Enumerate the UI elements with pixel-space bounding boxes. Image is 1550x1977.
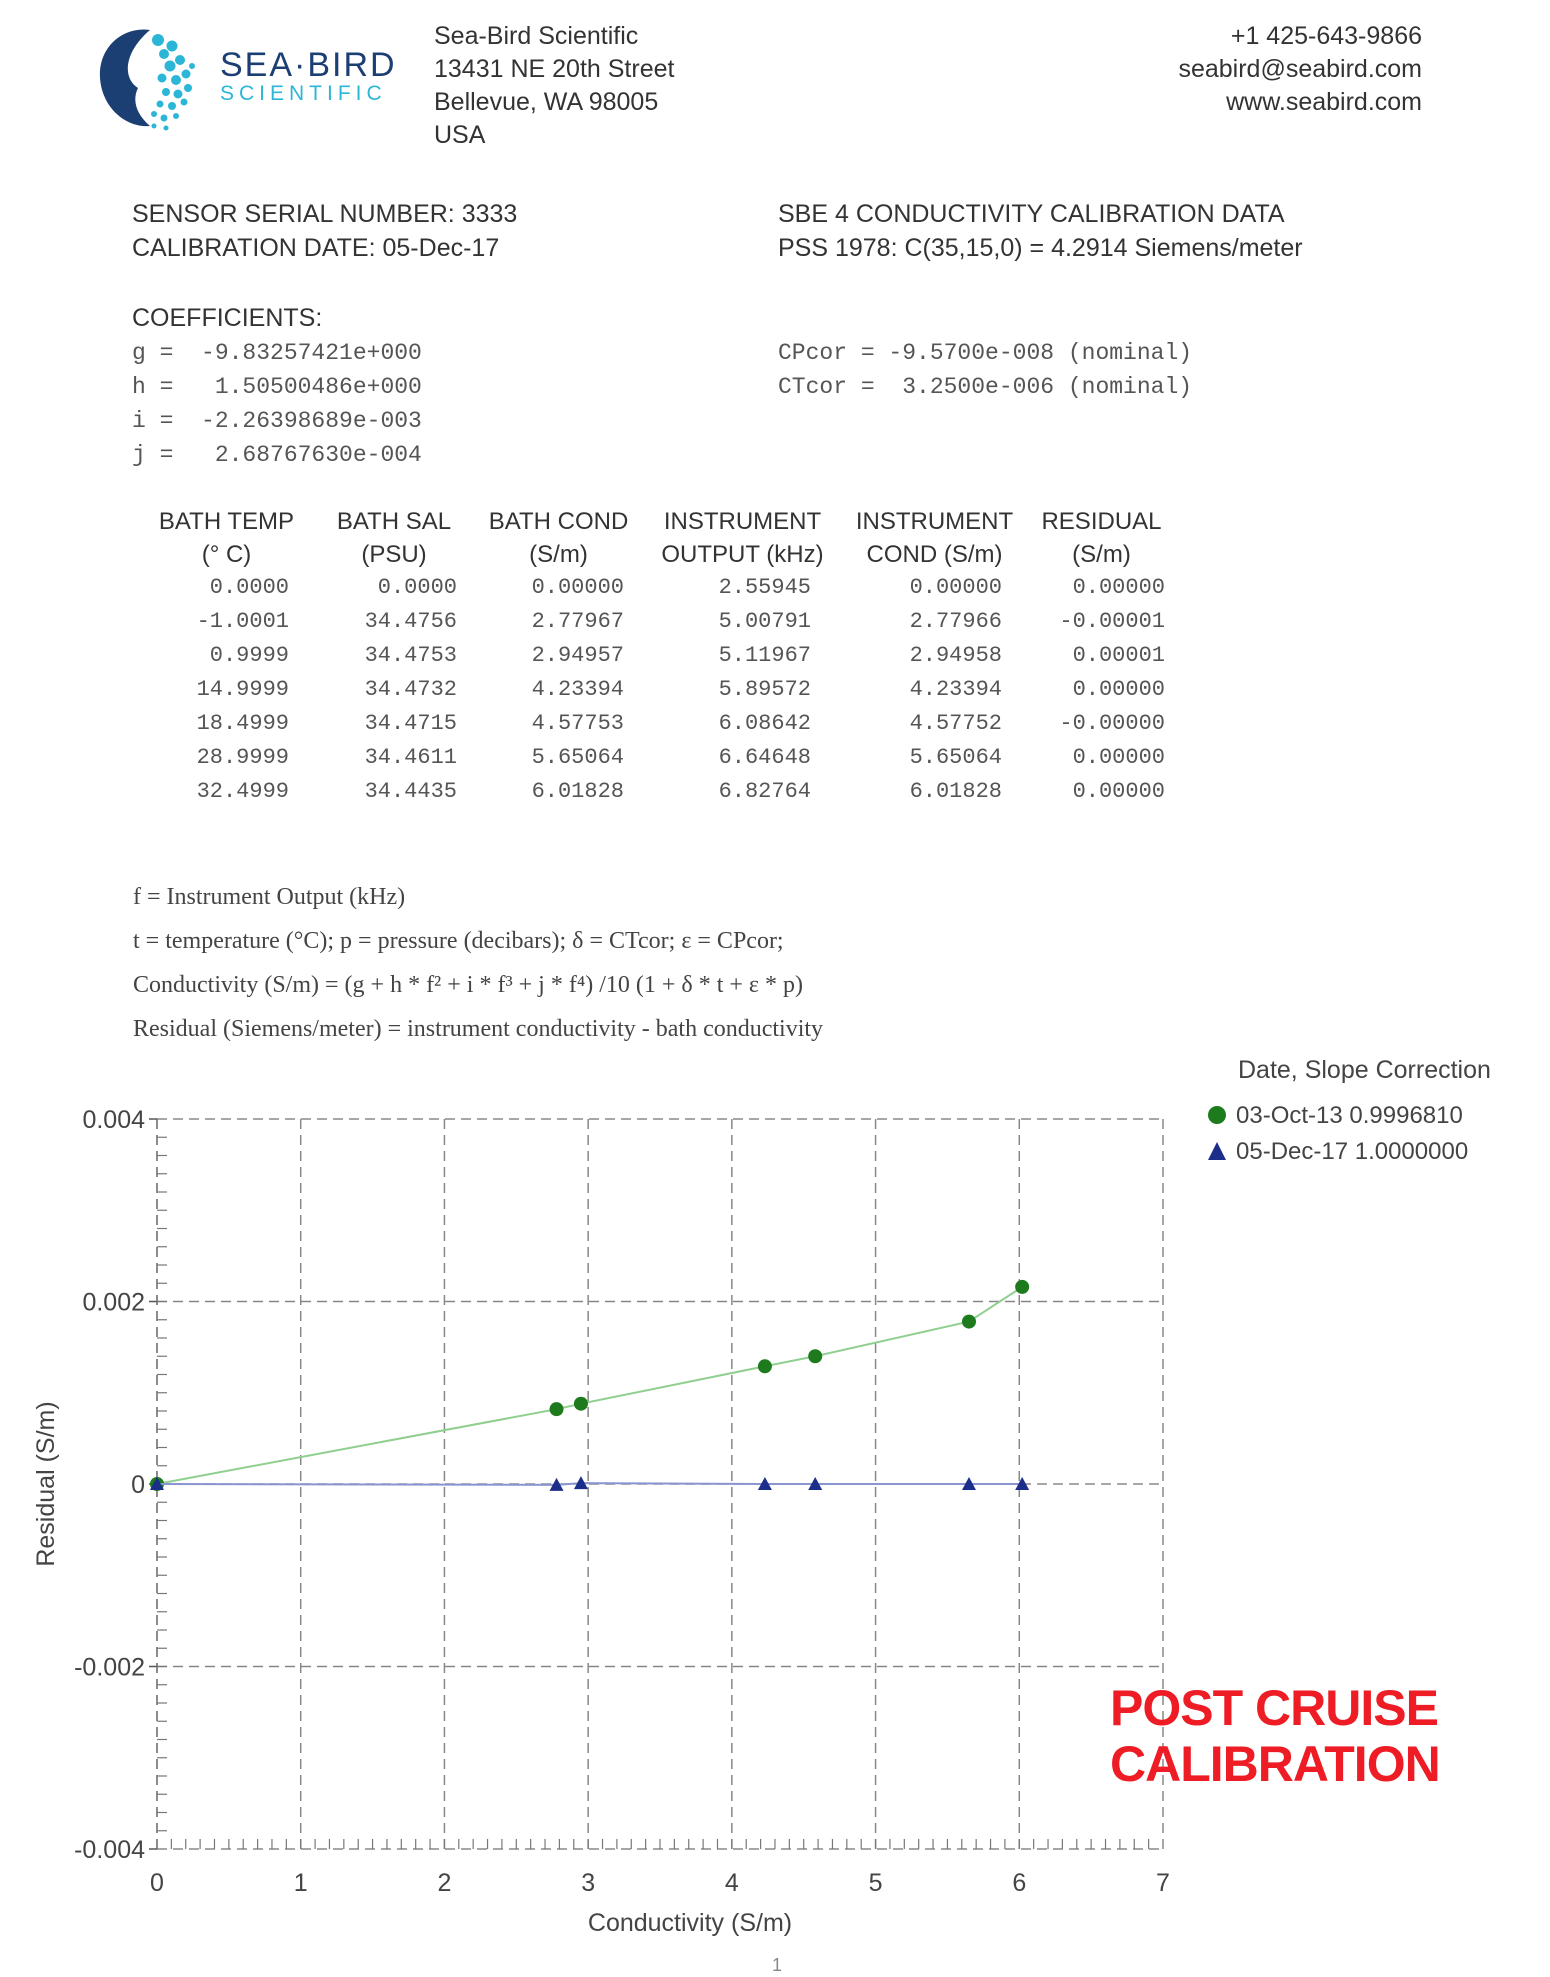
column-header: BATH TEMP (° C) bbox=[158, 508, 295, 568]
table-cell: 6.64648 bbox=[718, 745, 811, 770]
table-cell: 6.01828 bbox=[909, 779, 1002, 804]
x-tick-label: 7 bbox=[1156, 1869, 1170, 1897]
pss-reference: PSS 1978: C(35,15,0) = 4.2914 Siemens/meter bbox=[778, 234, 1303, 262]
column-header: INSTRUMENT COND (S/m) bbox=[855, 508, 1014, 568]
website-link[interactable]: www.seabird.com bbox=[1226, 88, 1422, 116]
phone-number: +1 425-643-9866 bbox=[1230, 22, 1422, 50]
series-line-0 bbox=[157, 1287, 1022, 1484]
formula-variable-definitions: t = temperature (°C); p = pressure (decibars); δ = CTcor; ε = CPcor; bbox=[133, 928, 784, 954]
green-circle-icon bbox=[1206, 1104, 1228, 1126]
table-cell: 5.65064 bbox=[531, 745, 624, 770]
table-cell: 4.57752 bbox=[909, 711, 1002, 736]
calibration-title: SBE 4 CONDUCTIVITY CALIBRATION DATA bbox=[778, 200, 1285, 228]
table-cell: 28.9999 bbox=[196, 745, 289, 770]
table-cell: 34.4732 bbox=[364, 677, 457, 702]
y-axis-label: Residual (S/m) bbox=[32, 1401, 60, 1567]
table-cell: -0.00001 bbox=[1059, 609, 1165, 634]
legend-item-2017: 05-Dec-17 1.0000000 bbox=[1206, 1138, 1468, 1166]
data-point bbox=[808, 1349, 822, 1363]
coefficient-ctcor: CTcor = 3.2500e-006 (nominal) bbox=[778, 374, 1193, 400]
table-cell: 5.11967 bbox=[718, 643, 811, 668]
table-cell: 4.23394 bbox=[909, 677, 1002, 702]
y-tick-label: 0.002 bbox=[82, 1288, 145, 1317]
y-tick-label: -0.004 bbox=[74, 1836, 145, 1864]
coefficient-g: g = -9.83257421e+000 bbox=[132, 340, 422, 366]
legend-title: Date, Slope Correction bbox=[1238, 1056, 1491, 1084]
x-tick-label: 3 bbox=[581, 1869, 596, 1897]
x-tick-label: 2 bbox=[437, 1869, 452, 1897]
table-cell: 4.57753 bbox=[531, 711, 624, 736]
table-cell: 0.00000 bbox=[531, 575, 624, 600]
table-cell: 0.00000 bbox=[1072, 779, 1165, 804]
table-cell: 18.4999 bbox=[196, 711, 289, 736]
table-cell: 5.89572 bbox=[718, 677, 811, 702]
table-cell: 0.00000 bbox=[1072, 575, 1165, 600]
country: USA bbox=[434, 121, 486, 149]
coefficient-h: h = 1.50500486e+000 bbox=[132, 374, 422, 400]
table-row bbox=[140, 605, 1177, 639]
city-address: Bellevue, WA 98005 bbox=[434, 88, 659, 116]
page-number: 1 bbox=[772, 1955, 783, 1975]
table-cell: 34.4435 bbox=[364, 779, 457, 804]
x-tick-label: 6 bbox=[1012, 1869, 1027, 1897]
data-point bbox=[550, 1402, 564, 1416]
table-cell: 34.4715 bbox=[364, 711, 457, 736]
column-header: BATH SAL (PSU) bbox=[336, 508, 452, 568]
street-address: 13431 NE 20th Street bbox=[434, 55, 675, 83]
formula-residual: Residual (Siemens/meter) = instrument conductivity - bath conductivity bbox=[133, 1016, 824, 1042]
calibration-table bbox=[140, 505, 1177, 809]
table-cell: 32.4999 bbox=[196, 779, 289, 804]
x-tick-label: 1 bbox=[293, 1869, 308, 1897]
x-tick-label: 4 bbox=[724, 1869, 739, 1897]
table-cell: 5.65064 bbox=[909, 745, 1002, 770]
x-tick-label: 5 bbox=[868, 1869, 883, 1897]
contact-info bbox=[1178, 20, 1422, 119]
table-cell: 14.9999 bbox=[196, 677, 289, 702]
table-row bbox=[140, 571, 1177, 605]
blue-triangle-icon bbox=[1206, 1140, 1228, 1162]
company-name: Sea-Bird Scientific bbox=[434, 22, 639, 50]
column-header: BATH COND (S/m) bbox=[488, 508, 629, 568]
table-cell: -0.00000 bbox=[1059, 711, 1165, 736]
coefficient-i: i = -2.26398689e-003 bbox=[132, 408, 422, 434]
table-row bbox=[140, 741, 1177, 775]
coefficient-j: j = 2.68767630e-004 bbox=[132, 442, 422, 468]
x-axis-label: Conductivity (S/m) bbox=[587, 1909, 793, 1937]
table-row bbox=[140, 707, 1177, 741]
table-cell: 0.00001 bbox=[1072, 643, 1165, 668]
table-cell: 34.4753 bbox=[364, 643, 457, 668]
formula-f-definition: f = Instrument Output (kHz) bbox=[133, 884, 406, 910]
table-cell: 0.0000 bbox=[209, 575, 289, 600]
table-cell: 34.4611 bbox=[364, 745, 457, 770]
formula-conductivity: Conductivity (S/m) = (g + h * f² + i * f³ + j * f⁴) /10 (1 + δ * t + ε * p) bbox=[133, 972, 803, 998]
company-address bbox=[434, 20, 674, 152]
table-cell: 2.55945 bbox=[718, 575, 811, 600]
table-cell: 0.00000 bbox=[1072, 745, 1165, 770]
brand-name: SEA·BIRD bbox=[220, 46, 397, 84]
table-cell: 2.94957 bbox=[531, 643, 624, 668]
email-link[interactable]: seabird@seabird.com bbox=[1178, 55, 1422, 83]
data-point bbox=[1015, 1280, 1029, 1294]
post-cruise-stamp: POST CRUISE CALIBRATION bbox=[1110, 1680, 1440, 1792]
y-tick-label: 0 bbox=[131, 1471, 145, 1499]
table-cell: 34.4756 bbox=[364, 609, 457, 634]
sea-bird-logo-icon bbox=[92, 22, 202, 134]
table-cell: 2.77967 bbox=[531, 609, 624, 634]
table-row bbox=[140, 639, 1177, 673]
column-header: RESIDUAL (S/m) bbox=[1041, 508, 1162, 568]
table-cell: 2.77966 bbox=[909, 609, 1002, 634]
table-cell: 6.08642 bbox=[718, 711, 811, 736]
table-cell: 5.00791 bbox=[718, 609, 811, 634]
brand-subtitle: SCIENTIFIC bbox=[220, 82, 387, 105]
y-tick-label: -0.002 bbox=[74, 1653, 145, 1682]
sensor-serial-number: SENSOR SERIAL NUMBER: 3333 bbox=[132, 200, 518, 228]
legend-item-2013: 03-Oct-13 0.9996810 bbox=[1206, 1102, 1463, 1130]
x-tick-label: 0 bbox=[150, 1869, 164, 1897]
table-row bbox=[140, 775, 1177, 809]
coefficient-cpcor: CPcor = -9.5700e-008 (nominal) bbox=[778, 340, 1193, 366]
coefficients-heading: COEFFICIENTS: bbox=[132, 304, 323, 332]
table-row bbox=[140, 673, 1177, 707]
y-tick-label: 0.004 bbox=[82, 1106, 145, 1134]
table-cell: 0.00000 bbox=[1072, 677, 1165, 702]
table-cell: 0.00000 bbox=[909, 575, 1002, 600]
data-point bbox=[758, 1359, 772, 1373]
table-cell: 6.01828 bbox=[531, 779, 624, 804]
column-header: INSTRUMENT OUTPUT (kHz) bbox=[661, 508, 824, 568]
table-cell: 2.94958 bbox=[909, 643, 1002, 668]
table-cell: 0.9999 bbox=[209, 643, 289, 668]
table-cell: -1.0001 bbox=[196, 609, 289, 634]
table-cell: 6.82764 bbox=[718, 779, 811, 804]
table-cell: 0.0000 bbox=[377, 575, 457, 600]
calibration-date: CALIBRATION DATE: 05-Dec-17 bbox=[132, 234, 500, 262]
table-cell: 4.23394 bbox=[531, 677, 624, 702]
residual-chart bbox=[0, 1060, 1550, 1950]
data-point bbox=[962, 1315, 976, 1329]
table-header-row bbox=[140, 505, 1177, 571]
data-point bbox=[574, 1397, 588, 1411]
